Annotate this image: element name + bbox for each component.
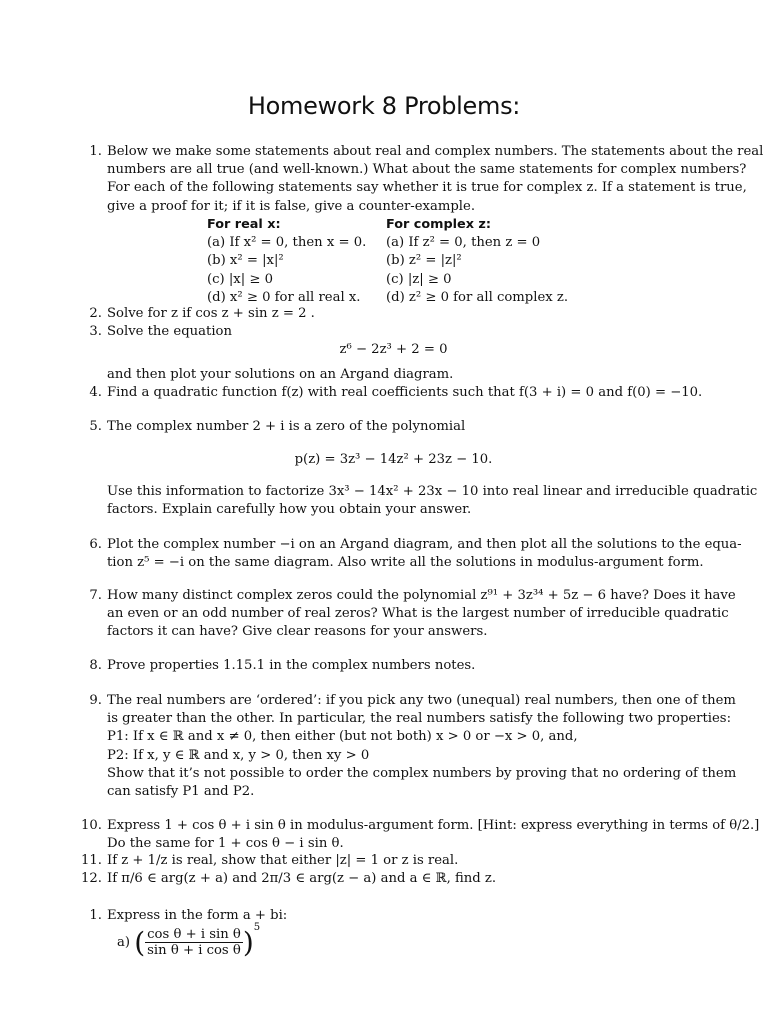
problem-text-line: give a proof for it; if it is false, give a counter-example. xyxy=(107,198,476,214)
property-p1: P1: If x ∈ ℝ and x ≠ 0, then either (but not both) x > 0 or −x > 0, and, xyxy=(107,729,578,745)
left-paren: ( xyxy=(134,926,146,959)
problem-5 xyxy=(80,418,680,436)
problem-text-line: tion z⁵ = −i on the same diagram. Also write all the solutions in modulus-argument form. xyxy=(107,555,704,571)
property-p2: P2: If x, y ∈ ℝ and x, y > 0, then xy > 0 xyxy=(107,747,370,763)
problem-5-equation xyxy=(80,451,680,469)
problem-number: 8. xyxy=(89,658,102,673)
problem-text-line: an even or an odd number of real zeros? What is the largest number of irreducible quadratic xyxy=(107,606,729,622)
problem-3 xyxy=(80,323,680,341)
fraction-numerator: cos θ + i sin θ xyxy=(147,927,241,942)
problem-text-line: is greater than the other. In particular, the real numbers satisfy the following two properties: xyxy=(107,711,732,727)
real-statement: (a) If x² = 0, then x = 0. xyxy=(207,235,367,251)
problem-6 xyxy=(80,536,742,572)
complex-statement: (c) |z| ≥ 0 xyxy=(386,271,452,287)
exercise-1a xyxy=(117,922,260,959)
problem-number: 5. xyxy=(89,419,102,434)
problem-11 xyxy=(80,852,680,870)
problem-12 xyxy=(80,870,680,888)
problem-number: 1. xyxy=(89,908,102,923)
problem-10 xyxy=(80,817,760,853)
fraction-denominator: sin θ + i cos θ xyxy=(147,943,241,958)
complex-header: For complex z: xyxy=(386,217,491,232)
problem-2 xyxy=(80,305,680,323)
problem-text-line: Below we make some statements about real and complex numbers. The statements about the real xyxy=(107,144,764,159)
complex-statement: (d) z² ≥ 0 for all complex z. xyxy=(386,289,569,305)
display-equation: p(z) = 3z³ − 14z² + 23z − 10. xyxy=(294,452,493,467)
problem-text-line: can satisfy P1 and P2. xyxy=(107,784,255,800)
problem-number: 11. xyxy=(81,853,102,868)
real-statement: (c) |x| ≥ 0 xyxy=(207,271,274,287)
problem-number: 2. xyxy=(89,306,102,321)
exponent: 5 xyxy=(253,922,261,933)
problem-8 xyxy=(80,657,680,675)
display-equation: z⁶ − 2z³ + 2 = 0 xyxy=(339,342,448,357)
right-paren: ) xyxy=(242,926,254,959)
problem-text-line: Express in the form a + bi: xyxy=(107,908,288,923)
problem-text-line: If z + 1/z is real, show that either |z| = 1 or z is real. xyxy=(107,853,459,868)
problem-number: 1. xyxy=(89,144,102,159)
problem-7 xyxy=(80,587,736,642)
problem-number: 3. xyxy=(89,324,102,339)
problem-text-line: Express 1 + cos θ + i sin θ in modulus-argument form. [Hint: express everything in terms of θ/2.] xyxy=(107,818,760,833)
real-statement: (d) x² ≥ 0 for all real x. xyxy=(207,289,361,305)
problem-1 xyxy=(80,143,764,216)
problem-text-line: Show that it’s not possible to order the complex numbers by proving that no ordering of them xyxy=(107,765,737,781)
problem-text-line: Solve the equation xyxy=(107,324,232,339)
problem-text-line: How many distinct complex zeros could the polynomial z⁹¹ + 3z³⁴ + 5z − 6 have? Does it have xyxy=(107,588,736,603)
real-statements xyxy=(207,216,366,307)
problem-text-line: The complex number 2 + i is a zero of the polynomial xyxy=(107,419,466,434)
problem-9 xyxy=(80,692,737,801)
complex-statements xyxy=(386,216,568,307)
problem-text-line: factors it can have? Give clear reasons for your answers. xyxy=(107,624,488,640)
problem-number: 12. xyxy=(81,871,102,886)
problem-text-line: Do the same for 1 + cos θ − i sin θ. xyxy=(107,836,344,852)
fraction xyxy=(145,927,243,958)
real-header: For real x: xyxy=(207,217,281,232)
problem-text-line: Find a quadratic function f(z) with real coefficients such that f(3 + i) = 0 and f(0) = −10. xyxy=(107,385,703,400)
problem-5-after xyxy=(80,483,758,519)
problem-text-line: and then plot your solutions on an Argand diagram. xyxy=(107,367,454,382)
real-statement: (b) x² = |x|² xyxy=(207,253,284,269)
problem-4 xyxy=(80,384,703,402)
problem-3-after xyxy=(80,366,680,384)
problem-number: 4. xyxy=(89,385,102,400)
problem-text-line: Solve for z if cos z + sin z = 2 . xyxy=(107,306,315,321)
problem-text-line: factors. Explain carefully how you obtain your answer. xyxy=(107,502,472,518)
complex-statement: (b) z² = |z|² xyxy=(386,253,462,269)
problem-text-line: numbers are all true (and well-known.) What about the same statements for complex numbers? xyxy=(107,162,747,178)
problem-text-line: Prove properties 1.15.1 in the complex numbers notes. xyxy=(107,658,476,673)
problem-text-line: Use this information to factorize 3x³ − 14x² + 23x − 10 into real linear and irreducible quadratic xyxy=(107,484,758,499)
problem-number: 7. xyxy=(89,588,102,603)
problem-3-equation xyxy=(80,341,680,359)
problem-number: 6. xyxy=(89,537,102,552)
problem-text-line: The real numbers are ‘ordered’: if you pick any two (unequal) real numbers, then one of them xyxy=(107,693,736,708)
problem-text-line: If π/6 ∈ arg(z + a) and 2π/3 ∈ arg(z − a) and a ∈ ℝ, find z. xyxy=(107,871,497,886)
problem-number: 9. xyxy=(89,693,102,708)
page-title: Homework 8 Problems: xyxy=(247,92,521,120)
problem-text-line: Plot the complex number −i on an Argand diagram, and then plot all the solutions to the equa- xyxy=(107,537,742,552)
complex-statement: (a) If z² = 0, then z = 0 xyxy=(386,235,541,251)
problem-number: 10. xyxy=(81,818,102,833)
part-label: a) xyxy=(117,935,131,950)
problem-text-line: For each of the following statements say whether it is true for complex z. If a statement is true, xyxy=(107,180,747,196)
